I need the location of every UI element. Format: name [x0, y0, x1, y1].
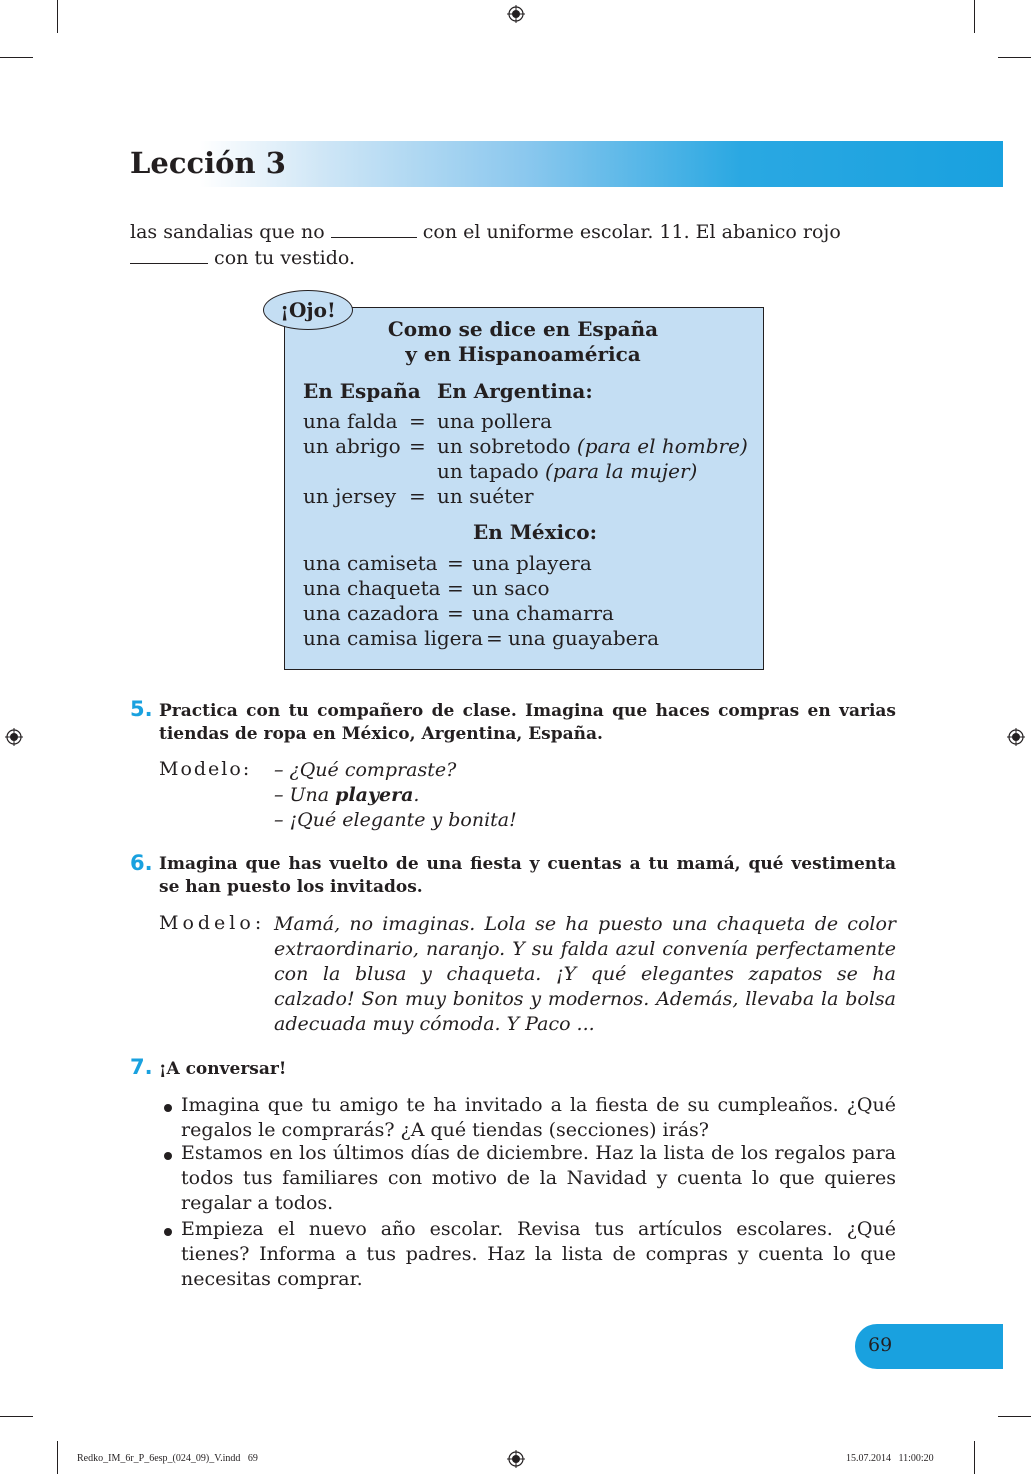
modelo-label: Modelo: [159, 758, 252, 780]
registration-mark-icon [507, 1450, 525, 1468]
registration-mark-icon [5, 728, 23, 746]
crop-mark [57, 1441, 58, 1474]
vocab-equals: = [409, 484, 426, 508]
crop-mark [974, 0, 975, 33]
crop-mark [0, 57, 33, 58]
intro-text: las sandalias que no [130, 221, 325, 243]
page-number: 69 [868, 1334, 893, 1356]
crop-mark [57, 0, 58, 33]
footer-filename: Redko_IM_6r_P_6esp_(024_09)_V.indd 69 [77, 1453, 258, 1464]
crop-mark [0, 1416, 33, 1417]
vocab-equals: = [447, 576, 464, 600]
vocab-equals: = [486, 626, 503, 650]
vocab-right: un suéter [437, 484, 534, 508]
dialogue-line: – ¡Qué elegante y bonita! [274, 809, 517, 831]
bullet-item: Imagina que tu amigo te ha invitado a la fiesta de su cumpleaños. ¿Qué regalos le comprarás? ¿A qué tiendas (secciones) irás? [181, 1094, 896, 1141]
vocab-equals: = [409, 434, 426, 458]
vocab-right [437, 434, 748, 459]
vocab-right [437, 459, 697, 484]
vocab-word: un tapado [437, 459, 539, 483]
vocab-left: una falda [303, 409, 398, 433]
intro-text: con tu vestido. [214, 247, 356, 269]
intro-paragraph [130, 219, 896, 271]
registration-mark-icon [507, 5, 525, 23]
bullet-icon [164, 1228, 172, 1236]
vocab-equals: = [447, 601, 464, 625]
column-head-spain: En España [303, 379, 421, 403]
exercise-number: 6. [130, 851, 153, 875]
bullet-item: Empieza el nuevo año escolar. Revisa tus artículos escolares. ¿Qué tienes? Informa a tus padres. Haz la lista de compras y cuenta lo que necesitas comprar. [181, 1218, 896, 1290]
vocab-right: una pollera [437, 409, 552, 433]
registration-mark-icon [1007, 728, 1025, 746]
crop-mark [998, 57, 1031, 58]
vocab-left: una camiseta [303, 551, 438, 575]
column-head-argentina: En Argentina: [437, 379, 593, 403]
vocab-right: una guayabera [508, 626, 659, 650]
modelo-label: Modelo: [159, 912, 266, 934]
mexico-head: En México: [473, 520, 598, 544]
ojo-box-title: Como se dice en España [387, 317, 659, 341]
exercise-number: 5. [130, 697, 153, 721]
vocab-right: una playera [472, 551, 592, 575]
vocab-word: un sobretodo [437, 434, 571, 458]
dialogue-emphasis: playera [335, 784, 414, 806]
vocab-equals: = [447, 551, 464, 575]
fill-blank [331, 219, 417, 238]
bullet-icon [164, 1152, 172, 1160]
dialogue-line [274, 783, 419, 808]
intro-text: con el uniforme escolar. 11. El abanico rojo [422, 221, 841, 243]
vocab-right: un saco [472, 576, 550, 600]
vocab-left: una chaqueta [303, 576, 441, 600]
dialogue-text: – Una [274, 784, 336, 806]
exercise-title: ¡A conversar! [159, 1059, 287, 1079]
exercise-instruction: Practica con tu compañero de clase. Imagina que haces compras en varias tiendas de ropa en México, Argentina, España. [159, 701, 896, 744]
ojo-tag: ¡Ojo! [263, 290, 353, 330]
vocab-left: una cazadora [303, 601, 439, 625]
crop-mark [974, 1441, 975, 1474]
fill-blank [130, 245, 208, 264]
vocab-note: (para el hombre) [576, 434, 748, 458]
dialogue-text: . [413, 784, 420, 806]
bullet-icon [164, 1104, 172, 1112]
footer-timestamp: 15.07.2014 11:00:20 [846, 1453, 934, 1464]
vocab-equals: = [409, 409, 426, 433]
bullet-item: Estamos en los últimos días de diciembre. Haz la lista de los regalos para todos tus familiares con motivo de la Navidad y cuenta lo que quieres regalar a todos. [181, 1142, 896, 1214]
exercise-instruction: Imagina que has vuelto de una fiesta y cuentas a tu mamá, qué vestimenta se han puesto los invitados. [159, 854, 896, 897]
vocab-left: una camisa ligera [303, 626, 483, 650]
exercise-number: 7. [130, 1055, 153, 1079]
dialogue-line: – ¿Qué compraste? [274, 759, 457, 781]
vocab-left: un abrigo [303, 434, 401, 458]
vocab-left: un jersey [303, 484, 397, 508]
vocab-note: (para la mujer) [545, 459, 698, 483]
vocab-right: una chamarra [472, 601, 614, 625]
ojo-box-subtitle: y en Hispanoamérica [405, 342, 641, 366]
modelo-paragraph: Mamá, no imaginas. Lola se ha puesto una chaqueta de color extraordinario, naranjo. Y su falda azul convenía perfectamente con la blusa y chaqueta. ¡Y qué elegantes zapatos se ha calzado! Son muy bonitos y modernos. Además, llevaba la bolsa adecuada muy cómoda. Y Paco ... [274, 913, 896, 1035]
lesson-title: Lección 3 [130, 146, 286, 180]
crop-mark [998, 1416, 1031, 1417]
